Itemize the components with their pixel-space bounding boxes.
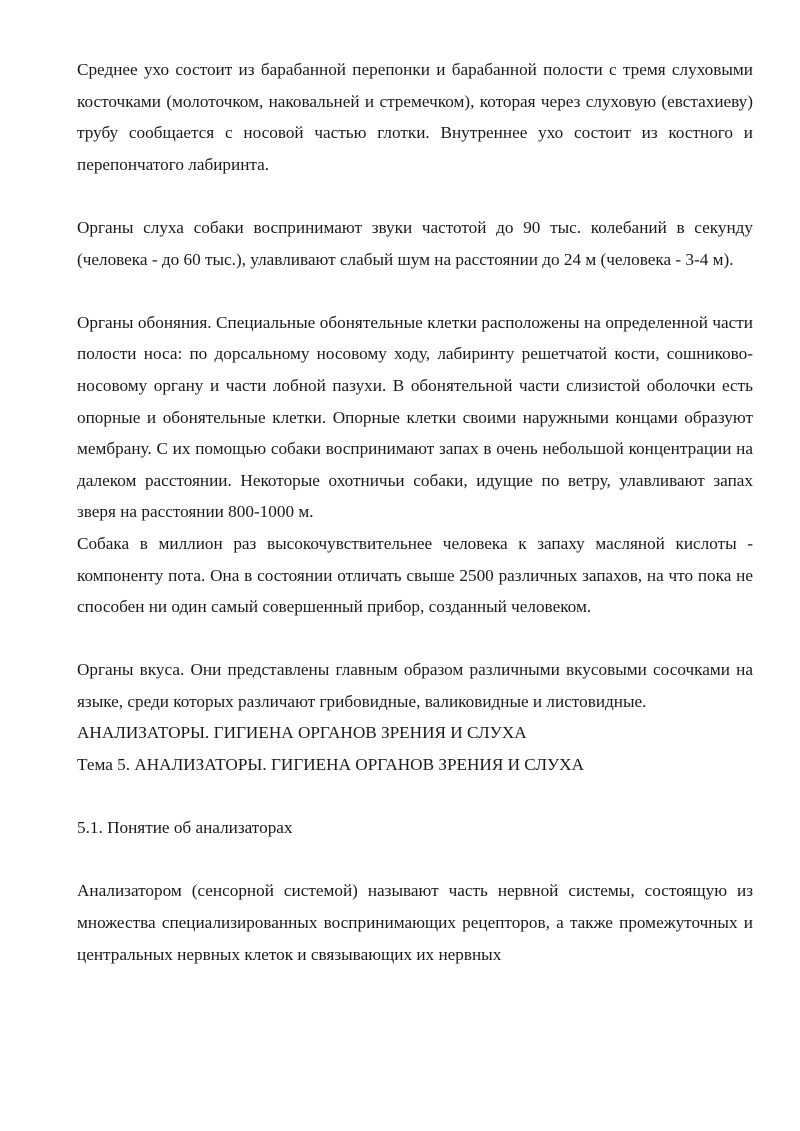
paragraph-hearing: Органы слуха собаки воспринимают звуки частотой до 90 тыс. колебаний в секунду (человека - до 60 тыс.), улавливают слабый шум на расстоянии до 24 м (человека - 3-4 м). bbox=[77, 217, 753, 269]
paragraph-spacer bbox=[77, 844, 753, 876]
paragraph-spacer bbox=[77, 623, 753, 655]
section-title: 5.1. Понятие об анализаторах bbox=[77, 818, 293, 838]
paragraph-taste-organs: Органы вкуса. Они представлены главным образом различными вкусовыми сосочками на языке, среди которых различают грибовидные, валиковидные и листовидные. bbox=[77, 660, 753, 711]
paragraph-spacer bbox=[77, 180, 753, 212]
chapter-heading: АНАЛИЗАТОРЫ. ГИГИЕНА ОРГАНОВ ЗРЕНИЯ И СЛУХА bbox=[77, 723, 527, 743]
topic-heading: Тема 5. АНАЛИЗАТОРЫ. ГИГИЕНА ОРГАНОВ ЗРЕНИЯ И СЛУХА bbox=[77, 755, 584, 775]
paragraph-smell-sensitivity: Собака в миллион раз высокочувствительнее человека к запаху масляной кислоты - компоненту пота. Она в состоянии отличать свыше 2500 различных запахов, на что пока не способен ни один самый совершенный прибор, созданный человеком. bbox=[77, 533, 753, 617]
document-page bbox=[77, 54, 753, 970]
paragraph-spacer bbox=[77, 275, 753, 307]
paragraph-smell-organs: Органы обоняния. Специальные обонятельные клетки расположены на определенной части полости носа: по дорсальному носовому ходу, лабиринту решетчатой кости, сошниково-носовому органу и части лобной пазухи. В обонятельной части слизистой оболочки есть опорные и обонятельные клетки. Опорные клетки своими наружными концами образуют мембрану. С их помощью собаки воспринимают запах в очень небольшой концентрации на далеком расстоянии. Некоторые охотничьи собаки, идущие по ветру, улавливают запах зверя на расстоянии 800-1000 м. bbox=[77, 312, 753, 522]
paragraph-analyzer-definition: Анализатором (сенсорной системой) называют часть нервной системы, состоящую из множества специализированных воспринимающих рецепторов, а также промежуточных и центральных нервных клеток и связывающих их нервных bbox=[77, 881, 753, 964]
paragraph-spacer bbox=[77, 781, 753, 813]
paragraph-middle-ear: Среднее ухо состоит из барабанной перепонки и барабанной полости с тремя слуховыми косточками (молоточком, наковальней и стремечком), которая через слуховую (евстахиеву) трубу сообщается с носовой частью глотки. Внутреннее ухо состоит из костного и перепончатого лабиринта. bbox=[77, 60, 753, 174]
